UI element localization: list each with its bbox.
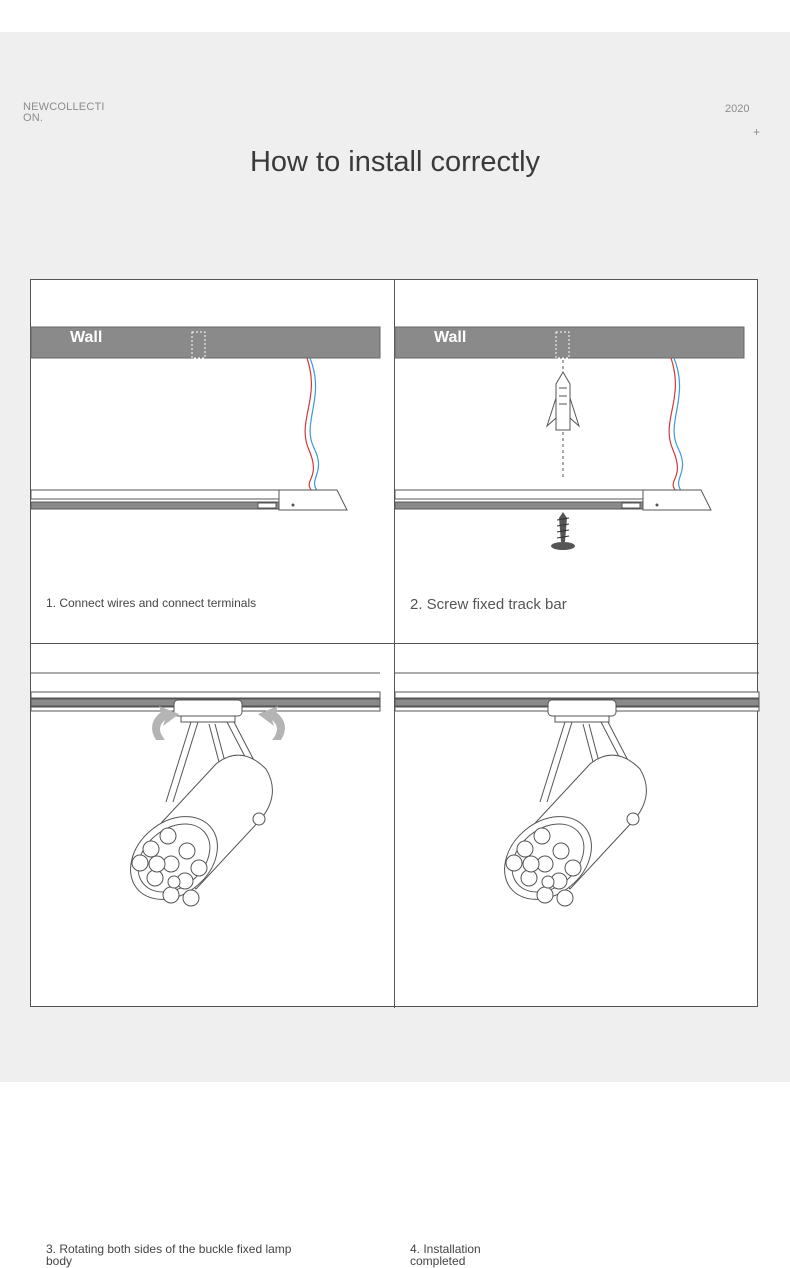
red-wire <box>305 358 313 492</box>
step-2-panel <box>395 280 759 644</box>
wall-anchor-icon <box>547 372 579 430</box>
terminal-block <box>643 490 711 510</box>
red-wire <box>669 358 677 492</box>
step-1-panel <box>31 280 395 644</box>
track-bar <box>31 692 380 698</box>
track-bar <box>31 490 279 499</box>
terminal-screw <box>292 504 295 507</box>
track-bar-underside <box>31 502 279 509</box>
page-title: How to install correctly <box>249 146 541 178</box>
track-slot <box>258 503 276 508</box>
step-4-illustration <box>395 644 759 1008</box>
step-3-illustration <box>31 644 395 1008</box>
plus-icon: + <box>753 125 761 139</box>
step-4-panel <box>395 644 759 1268</box>
track-slot <box>622 503 640 508</box>
instruction-grid <box>30 279 758 1268</box>
brand-label: NEWCOLLECTION. <box>23 101 105 124</box>
terminal-block <box>279 490 347 510</box>
screw-icon <box>551 512 575 550</box>
track-bar <box>395 490 643 499</box>
step-3-panel <box>31 644 395 1268</box>
step-3-caption: 3. Rotating both sides of the buckle fixed lamp body <box>46 1242 292 1268</box>
step-2-caption: 2. Screw fixed track bar <box>410 596 567 613</box>
wall-label: Wall <box>434 329 467 346</box>
lamp-adapter <box>174 700 242 722</box>
track-bar-underside <box>395 502 643 509</box>
wall-label: Wall <box>70 329 103 346</box>
step-4-caption: 4. Installation completed <box>410 1242 481 1268</box>
track-bar <box>395 692 759 698</box>
lamp-adapter <box>548 700 616 722</box>
step-1-caption: 1. Connect wires and connect terminals <box>46 596 257 610</box>
year-label: 2020 <box>725 103 750 115</box>
terminal-screw <box>656 504 659 507</box>
